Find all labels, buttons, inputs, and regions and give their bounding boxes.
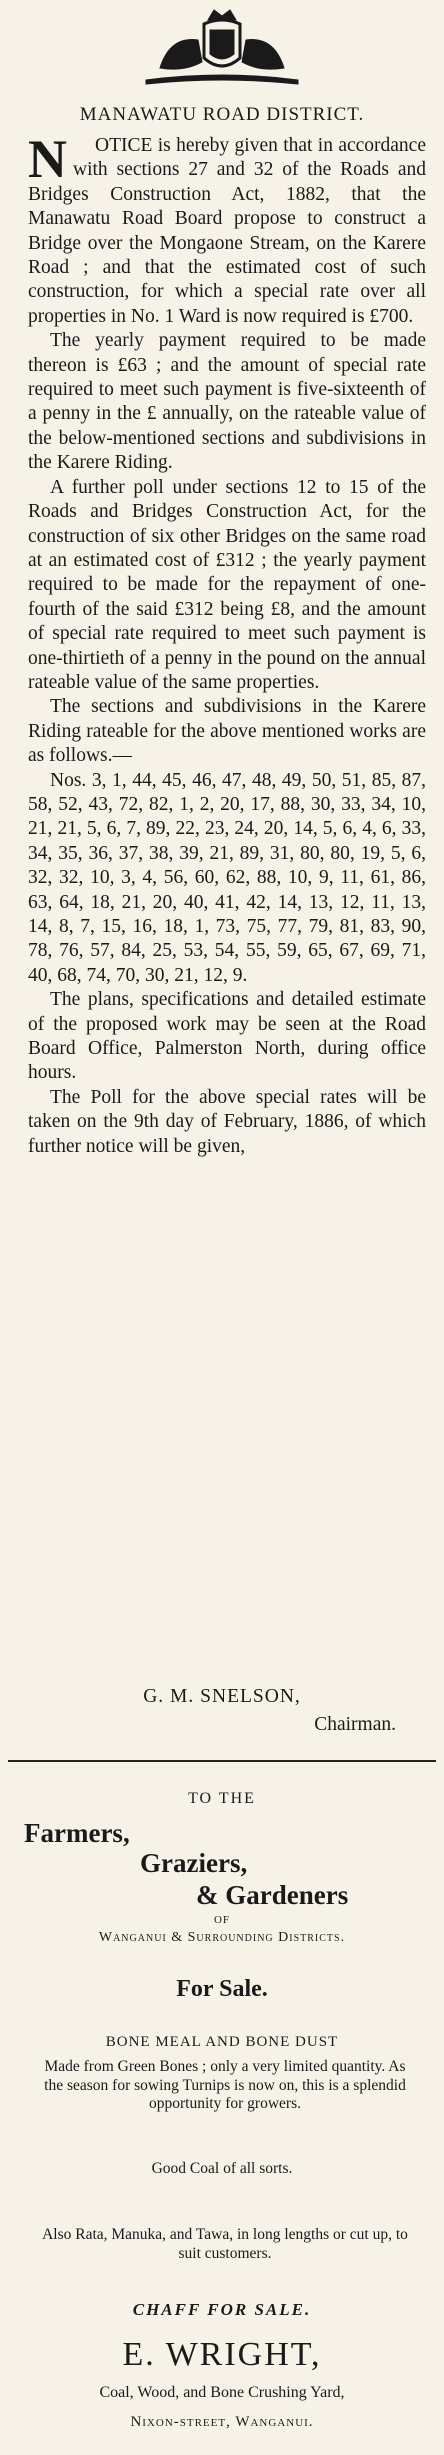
timber-line: Also Rata, Manuka, and Tawa, in long lengths or cut up, to suit customers.: [42, 2226, 408, 2262]
notice-paragraph-7: The Poll for the above special rates will be taken on the 9th day of February, 1886, of which further notice will be given,: [28, 1086, 426, 1157]
notice-paragraph-1: [28, 129, 426, 329]
advert-of: OF: [213, 1914, 231, 1926]
notice-paragraph-3: A further poll under sections 12 to 15 of the Roads and Bridges Construction Act, for the construction of six other Bridges on the same road at an estimated cost of £312 ; the yearly payment required to be made for the repayment of one-fourth of the said £312 being £8, and the amount of special rate required to meet such payment is one-thirtieth of a penny in the pound on the annual rateable value of the same properties.: [28, 476, 426, 693]
dropcap-letter: N: [28, 129, 67, 189]
advert-gardeners: & Gardeners: [196, 1880, 349, 1910]
notice-paragraph-2: The yearly payment required to be made thereon is £63 ; and the amount of special rate required to meet such payment is five-sixteenth of a penny in the £ annually, on the rateable value of the below-mentioned sections and subdivisions in the Karere Riding.: [28, 330, 426, 474]
business-address: Nixon-street, Wanganui.: [130, 2414, 314, 2430]
for-sale-heading: For Sale.: [176, 1976, 268, 2002]
notice-paragraph-1-text: OTICE is hereby given that in accordance with sections 27 and 32 of the Roads and Bridges Construction Act, 1882, that the Manawatu Road Board propose to construct a Bridge over the Mongaone Stream, on the Karere Road ; and that the estimated cost of such construction, for which a special rate over all properties in No. 1 Ward is now required is £700.: [28, 135, 426, 327]
advert-to-the: TO THE: [188, 1790, 256, 1807]
notice-title: MANAWATU ROAD DISTRICT.: [79, 104, 365, 125]
signature-role: Chairman.: [314, 1714, 396, 1735]
bone-meal-description: Made from Green Bones ; only a very limited quantity. As the season for sowing Turnips is now on, this is a splendid opportunity for growers.: [44, 2058, 406, 2113]
advert-districts: Wanganui & Surrounding Districts.: [98, 1930, 346, 1945]
business-description: Coal, Wood, and Bone Crushing Yard,: [99, 2384, 345, 2401]
notice-paragraph-4: The sections and subdivisions in the Karere Riding rateable for the above mentioned works are as follows.—: [28, 696, 426, 767]
notice-body: [28, 129, 426, 1159]
chaff-for-sale: CHAFF FOR SALE.: [132, 2300, 312, 2319]
notice-paragraph-5: Nos. 3, 1, 44, 45, 46, 47, 48, 49, 50, 51, 85, 87, 58, 52, 43, 72, 82, 1, 2, 20, 17, 88, 30, 33, 34, 10, 21, 21, 5, 6, 7, 89, 22, 23, 24, 20, 14, 5, 6, 4, 6, 33, 34, 35, 36, 37, 38, 39, 21, 89, 31, 80, 80, 19, 5, 6, 32, 32, 10, 3, 4, 56, 60, 62, 88, 10, 9, 11, 61, 86, 63, 64, 18, 21, 20, 40, 41, 42, 14, 13, 12, 11, 13, 14, 8, 7, 15, 16, 18, 1, 73, 75, 77, 79, 81, 83, 90, 78, 76, 57, 84, 25, 53, 54, 55, 59, 65, 67, 69, 71, 40, 68, 74, 70, 30, 21, 12, 9.: [28, 769, 426, 986]
signature-name: G. M. SNELSON,: [143, 1686, 301, 1707]
advert-farmers: Farmers,: [24, 1818, 130, 1848]
royal-coat-of-arms-crest: [140, 6, 304, 86]
section-divider: [8, 1760, 436, 1762]
proprietor-name: E. WRIGHT,: [122, 2336, 322, 2373]
notice-paragraph-6: The plans, specifications and detailed estimate of the proposed work may be seen at the Road Board Office, Palmerston North, during office hours.: [28, 989, 426, 1084]
advert-graziers: Graziers,: [140, 1848, 248, 1878]
bone-meal-heading: BONE MEAL AND BONE DUST: [105, 2034, 339, 2050]
coal-line: Good Coal of all sorts.: [151, 2160, 293, 2177]
